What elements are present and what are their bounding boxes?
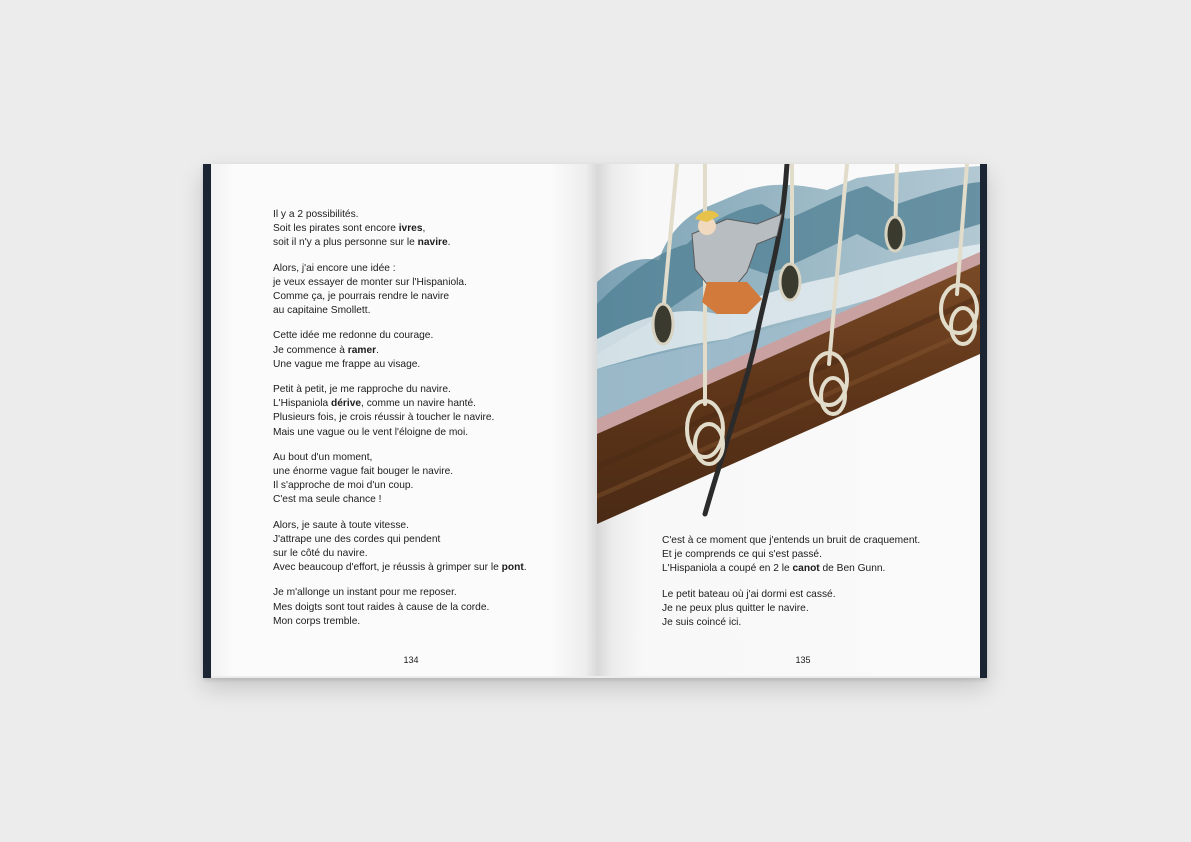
paragraph — [273, 208, 583, 251]
text-segment: . — [447, 237, 451, 249]
left-page — [211, 164, 597, 676]
text-segment: Cette idée me redonne du courage. — [273, 330, 434, 342]
text-line — [273, 601, 583, 615]
bold-word: ivres — [398, 223, 423, 235]
text-segment: Je m'allonge un instant pour me reposer. — [273, 587, 457, 599]
right-page-text — [662, 534, 962, 641]
text-line — [273, 561, 583, 575]
paragraph — [273, 519, 583, 576]
text-segment: Comme ça, je pourrais rendre le navire — [273, 291, 450, 303]
page-number-left: 134 — [403, 655, 419, 665]
text-segment: . — [523, 562, 527, 574]
text-segment: au capitaine Smollett. — [273, 305, 371, 317]
text-line — [273, 236, 583, 250]
text-line — [273, 222, 583, 236]
text-line — [662, 562, 962, 576]
text-segment: Il s'approche de moi d'un coup. — [273, 480, 414, 492]
text-segment: une énorme vague fait bouger le navire. — [273, 466, 454, 478]
text-segment: Et je comprends ce qui s'est passé. — [662, 549, 822, 561]
text-line — [273, 615, 583, 629]
text-line — [273, 547, 583, 561]
text-segment: Il y a 2 possibilités. — [273, 209, 359, 220]
text-line — [273, 451, 583, 465]
text-segment: Je commence à — [273, 344, 348, 356]
text-segment: C'est ma seule chance ! — [273, 494, 382, 506]
text-line — [273, 276, 583, 290]
text-segment: J'attrape une des cordes qui pendent — [273, 533, 441, 545]
open-book — [203, 164, 987, 678]
paragraph — [273, 262, 583, 319]
text-segment: Le petit bateau où j'ai dormi est cassé. — [662, 588, 836, 600]
text-segment: , comme un navire hanté. — [361, 398, 476, 410]
text-line — [273, 465, 583, 479]
text-segment: . — [376, 344, 379, 356]
bold-word: navire — [417, 237, 448, 249]
text-line — [662, 616, 962, 630]
text-line — [273, 290, 583, 304]
text-segment: Je suis coincé ici. — [662, 617, 742, 629]
text-line — [273, 262, 583, 276]
text-segment: de Ben Gunn. — [819, 563, 886, 575]
text-segment: je veux essayer de monter sur l'Hispaniola. — [273, 276, 467, 288]
ship-rigging-illustration — [597, 164, 980, 524]
bold-word: dérive — [331, 398, 362, 410]
text-segment: Mon corps tremble. — [273, 615, 361, 627]
text-line — [662, 602, 962, 616]
text-segment: Soit les pirates sont encore — [273, 223, 399, 235]
text-line — [273, 426, 583, 440]
text-segment: , — [422, 223, 426, 235]
paragraph — [662, 534, 962, 577]
text-line — [273, 479, 583, 493]
text-segment: sur le côté du navire. — [273, 548, 368, 560]
text-line — [273, 208, 583, 222]
text-segment: Alors, j'ai encore une idée : — [273, 262, 396, 274]
text-line — [273, 411, 583, 425]
bold-word: pont — [501, 562, 524, 574]
text-segment: soit il n'y a plus personne sur le — [273, 237, 418, 249]
paragraph — [273, 329, 583, 372]
text-line — [662, 548, 962, 562]
paragraph — [273, 383, 583, 440]
paragraph — [662, 588, 962, 631]
text-segment: Alors, je saute à toute vitesse. — [273, 519, 409, 531]
text-line — [273, 329, 583, 343]
text-line — [273, 533, 583, 547]
book-cover-edge-right — [980, 164, 987, 678]
text-line — [662, 534, 962, 548]
text-line — [273, 383, 583, 397]
text-segment: C'est à ce moment que j'entends un bruit de craquement. — [662, 535, 921, 546]
text-line — [273, 493, 583, 507]
text-segment: Petit à petit, je me rapproche du navire. — [273, 384, 451, 396]
text-line — [662, 588, 962, 602]
bold-word: canot — [792, 563, 820, 575]
text-line — [273, 304, 583, 318]
text-line — [273, 344, 583, 358]
page-number-right: 135 — [795, 655, 811, 665]
text-line — [273, 519, 583, 533]
text-segment: Mais une vague ou le vent l'éloigne de moi. — [273, 426, 469, 438]
left-page-text — [273, 208, 583, 640]
text-segment: Plusieurs fois, je crois réussir à toucher le navire. — [273, 412, 495, 424]
book-cover-edge-left — [203, 164, 211, 678]
text-segment: Je ne peux plus quitter le navire. — [662, 602, 809, 614]
text-segment: Au bout d'un moment, — [273, 451, 373, 463]
bold-word: ramer — [347, 344, 377, 356]
paragraph — [273, 451, 583, 508]
text-segment: L'Hispaniola a coupé en 2 le — [662, 563, 793, 575]
text-line — [273, 586, 583, 600]
text-line — [273, 358, 583, 372]
paragraph — [273, 586, 583, 629]
text-segment: Une vague me frappe au visage. — [273, 358, 421, 370]
text-line — [273, 397, 583, 411]
text-segment: L'Hispaniola — [273, 398, 332, 410]
right-page — [597, 164, 980, 676]
text-segment: Mes doigts sont tout raides à cause de la corde. — [273, 601, 490, 613]
text-segment: Avec beaucoup d'effort, je réussis à grimper sur le — [273, 562, 502, 574]
